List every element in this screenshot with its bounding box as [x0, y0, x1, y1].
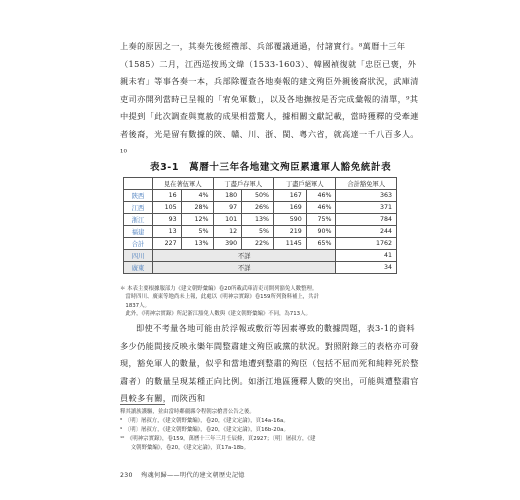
table-cell: 5% — [242, 226, 274, 238]
table-row — [124, 190, 397, 202]
table-row — [124, 214, 397, 226]
footnote-line: 文朝野彙編》，卷20，《建文定論》，頁17a-18b。 — [120, 445, 249, 451]
table-note-line: 1837人。 — [120, 302, 150, 309]
table-cell: 180 — [213, 190, 242, 202]
region-label: 江西 — [124, 202, 153, 214]
table-cell: 13% — [181, 238, 213, 250]
footnotes — [120, 408, 410, 453]
table-row — [124, 250, 397, 262]
table-cell: 46% — [306, 202, 336, 214]
table-cell: 167 — [274, 190, 307, 202]
footnote-line: ⁸ 〔明〕屠叔方，《建文朝野彙編》，卷20，《建文定論》，頁14a-16a。 — [120, 418, 289, 424]
table-header-row — [124, 178, 397, 190]
table-cell: 34 — [336, 262, 397, 274]
table-row — [124, 238, 397, 250]
table-cell: 4% — [181, 190, 213, 202]
paragraph-text: 即使不考量各地可能由於浮報或敷衍等因素導致的數據問題，表3-1的資料多少仍能間接反映永樂年間整肅建文殉臣戚黨的狀況。對照附錄三的表格亦可發現，豁免軍人的數量，似乎和當地遭到整肅的殉臣（包括不屈而死和純粹死於整肅者）的數量呈現某種正向比例。如浙江地區獲釋人數的突出，可能與遭整肅官員較多有關，而陝西和 — [120, 323, 419, 404]
table-cell: 169 — [274, 202, 307, 214]
table-row — [124, 262, 397, 274]
table-cell: 50% — [242, 190, 274, 202]
footnote-divider — [120, 404, 165, 405]
table-title: 表3-1 萬曆十三年各地建文殉臣累遺軍人豁免統計表 — [150, 162, 392, 173]
header-serving-soldiers: 見在著伍軍人 — [153, 178, 214, 190]
page-number: 230 — [120, 472, 133, 479]
table-cell: 75% — [306, 214, 336, 226]
table-cell: 22% — [242, 238, 274, 250]
unknown-detail-cell: 不詳 — [153, 262, 336, 274]
table-note-line: ＊ 本表主要根據服部力《建文朝野彙編》卷20所載武庫清吏司開列豁免人數整理。 — [120, 286, 318, 292]
table-cell: 46% — [306, 190, 336, 202]
header-total-exempt: 合計豁免軍人 — [336, 178, 397, 190]
table-cell: 12% — [181, 214, 213, 226]
table-cell: 784 — [336, 214, 397, 226]
region-label: 福建 — [124, 226, 153, 238]
table-cell: 93 — [153, 214, 182, 226]
table-cell: 13 — [153, 226, 182, 238]
table-cell: 244 — [336, 226, 397, 238]
table-note — [120, 285, 405, 319]
table-cell: 105 — [153, 202, 182, 214]
table-cell: 227 — [153, 238, 182, 250]
table-cell: 101 — [213, 214, 242, 226]
table-row — [124, 202, 397, 214]
region-label: 浙江 — [124, 214, 153, 226]
region-label: 合計 — [124, 238, 153, 250]
footnote-line: ⁹ 〔明〕屠叔方，《建文朝野彙編》，卷20，《建文定論》，頁16b-20a。 — [120, 427, 289, 433]
table-cell: 41 — [336, 250, 397, 262]
region-label: 陝西 — [124, 190, 153, 202]
table-cell: 1762 — [336, 238, 397, 250]
table-cell: 590 — [274, 214, 307, 226]
table-cell: 28% — [181, 202, 213, 214]
region-label: 四川 — [124, 250, 153, 262]
table-cell: 1145 — [274, 238, 307, 250]
header-household-extinct: 丁盡戶絕軍人 — [274, 178, 336, 190]
table-cell: 5% — [181, 226, 213, 238]
table-cell: 16 — [153, 190, 182, 202]
body-paragraph-1 — [120, 38, 420, 161]
header-corner — [124, 178, 153, 190]
table-cell: 90% — [306, 226, 336, 238]
table-row — [124, 226, 397, 238]
body-paragraph-2 — [120, 320, 420, 408]
table-note-line: 當時四川、廣東等地尚未上報，此處以《明神宗實錄》卷159所列資料補上，共計 — [120, 294, 319, 301]
header-household-remaining: 丁盡戶存軍人 — [213, 178, 274, 190]
table-cell: 390 — [213, 238, 242, 250]
table-cell: 65% — [306, 238, 336, 250]
table-cell: 97 — [213, 202, 242, 214]
running-title: 殉魂何歸——明代的建文朝歷史記憶 — [141, 472, 245, 479]
table-cell: 12 — [213, 226, 242, 238]
footnote-line: ¹⁰ 《明神宗實錄》，卷159，萬曆十三年三月壬辰條，頁2927；〔明〕屠叔方，《建 — [120, 436, 316, 442]
unknown-detail-cell: 不詳 — [153, 250, 336, 262]
table-cell: 26% — [242, 202, 274, 214]
table-note-line: 此外，《明神宗實錄》所記浙江豁免人數與《建文朝野彙編》不同，為713人。 — [120, 311, 311, 318]
paragraph-text: 上奏的原因之一，其奏先後經禮部、兵部覆議通過，付諸實行。⁸萬曆十三年（1585）二月，江西巡按馬文煒（1533-1603）、韓國禎復就「忠臣已褒，外親未宥」等事各奏一本，兵部除覆查各地奏報的建文殉臣外親後裔狀況，武庫清吏司亦開列當時已呈報的「宥免軍數」，以及各地撫按是否完成彙報的清單，⁹其中提到「此次調查與寬赦的成果相當驚人，據相關文獻記載，當時獲釋的受牽連者後裔，光是留有數據的陝、贛、川、浙、閩、粵六省，就高達一千八百多人。¹⁰ — [120, 41, 419, 157]
table-cell: 371 — [336, 202, 397, 214]
region-label: 廣東 — [124, 262, 153, 274]
page-footer — [120, 470, 245, 479]
table-cell: 13% — [242, 214, 274, 226]
table-cell: 219 — [274, 226, 307, 238]
footnote-line: 釋其讀族護驅，並由當時鄰疆縣令程朝宗槍書公告之後。 — [120, 409, 255, 415]
statistics-table — [123, 177, 397, 274]
table-cell: 363 — [336, 190, 397, 202]
